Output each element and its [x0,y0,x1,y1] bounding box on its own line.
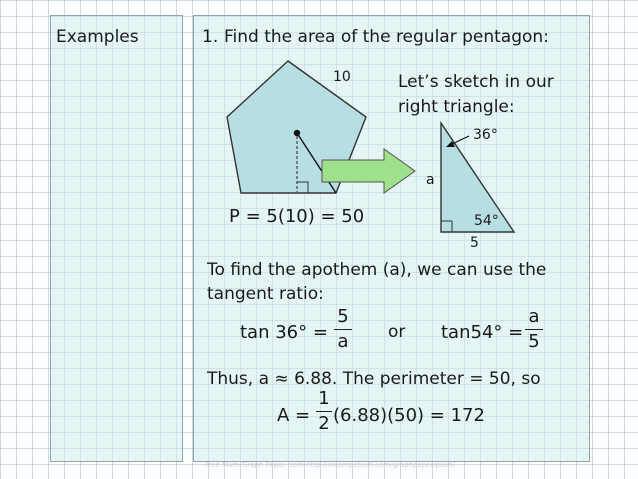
triangle-angle-top: 36° [473,127,498,143]
tan54-numerator: a [528,306,540,327]
tan36-prefix: tan 36° = [240,322,328,343]
fraction-bar [334,329,352,330]
sketch-note-line1: Let’s sketch in our [398,72,554,92]
tan54-prefix: tan54° = [441,322,524,343]
examples-heading: Examples [56,27,139,47]
perimeter-equation: P = 5(10) = 50 [229,206,365,227]
triangle-side-a: a [426,172,435,188]
tan36-fraction [334,306,352,353]
area-equation-rest: (6.88)(50) = 172 [333,405,485,426]
triangle-base: 5 [470,235,479,251]
area-denominator: 2 [318,413,330,434]
pentagon-side-label: 10 [333,69,351,85]
sketch-note-line2: right triangle: [398,97,515,117]
problem-text: Find the area of the regular pentagon: [224,27,549,47]
area-numerator: 1 [318,388,330,409]
triangle-angle-bottom: 54° [474,213,499,229]
conclusion-text: Thus, a ≈ 6.88. The perimeter = 50, so [207,369,541,389]
or-text: or [388,322,406,342]
area-fraction [316,388,332,435]
tan36-denominator: a [337,331,349,352]
fraction-bar [525,329,543,330]
problem-number: 1. [202,27,219,47]
tan54-denominator: 5 [528,331,540,352]
fraction-bar [316,411,332,412]
graph-paper-credit: Free Math Graph Paper from http://incompetech.com/graphpaper/plain/ [205,461,456,469]
tan36-numerator: 5 [337,306,349,327]
area-prefix: A = [277,405,311,426]
tan54-fraction [525,306,543,353]
apothem-text-line2: tangent ratio: [207,284,324,304]
apothem-text-line1: To find the apothem (a), we can use the [207,260,547,280]
